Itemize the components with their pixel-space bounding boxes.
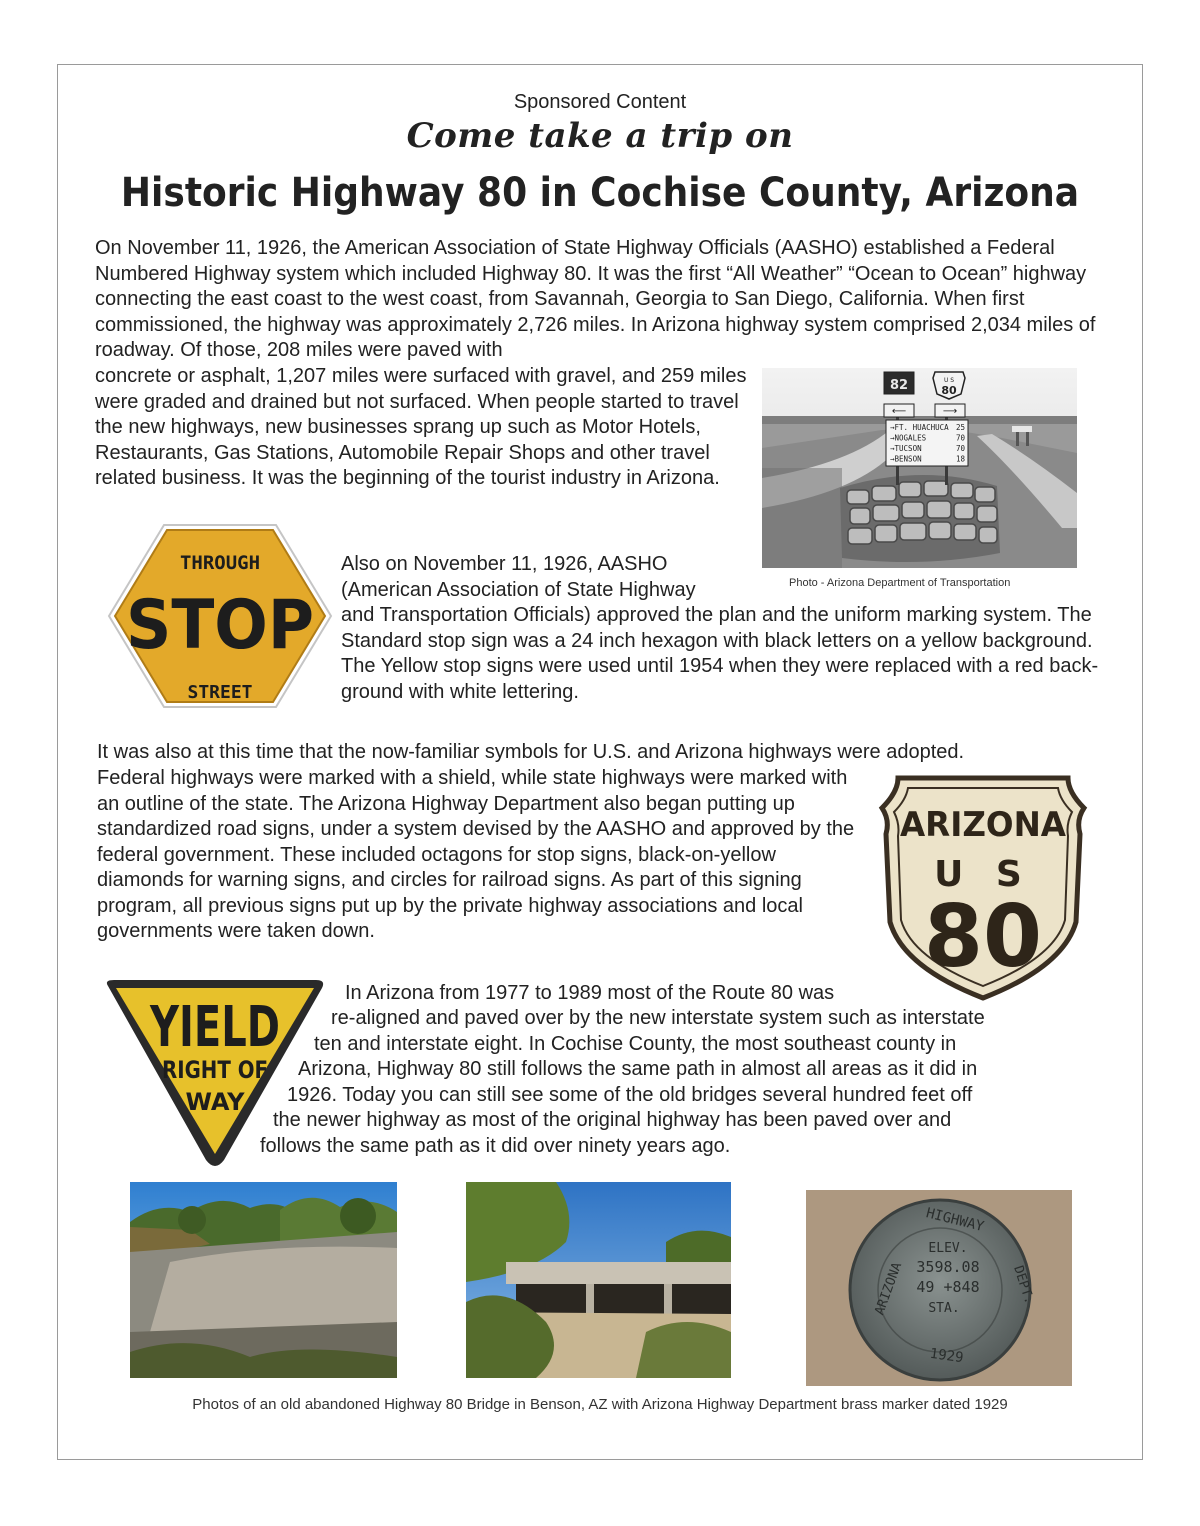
left-arrow-icon: ⟵: [891, 406, 907, 417]
route-paragraph-line-1: In Arizona from 1977 to 1989 most of the Route 80 was: [345, 982, 835, 1004]
symbols-paragraph: Federal highways were marked with a shield, while state highways were marked with an outline of the state. The Arizona Highway Department also began putting up standardized road signs, under a system devised by the AASHO and approved by the federal government. These included octagons for stop signs, black-on-yellow diamonds for warning signs, and circles for railroad signs. As part of this signing program, all previous signs put up by the private highway associations and local governments were taken down.: [97, 767, 855, 942]
route-paragraph-line-6: the newer highway as most of the original highway has been paved over and: [273, 1109, 952, 1131]
junction-photo-illustration: [762, 368, 1077, 568]
stop-main-label: STOP: [126, 586, 314, 665]
yield-line2-label: RIGHT OF: [162, 1056, 268, 1084]
route-paragraph-line-7: follows the same path as it did over ninety years ago.: [260, 1135, 731, 1157]
destination-name: →TUCSON: [890, 444, 922, 453]
through-stop-sign: [106, 522, 334, 710]
junction-sign-photo: [762, 368, 1077, 568]
right-arrow-icon: ⟶: [942, 406, 958, 417]
route-80-label: 80: [941, 384, 957, 397]
route-paragraph-line-5: 1926. Today you can still see some of the old bridges several hundred feet off: [287, 1084, 973, 1106]
intro-paragraph: On November 11, 1926, the American Association of State Highway Officials (AASHO) established a Federal Numbered Highway system which included Highway 80. It was the first “All Weather” “Ocean to Ocean” highway connecting the east coast to the west coast, from Savannah, Georgia to San Diego, California. When first commissioned, the highway was approximately 2,726 miles. In Arizona highway system comprised 2,034 miles of roadway. Of those, 208 miles were paved with: [95, 237, 1096, 361]
destination-miles: 18: [955, 454, 965, 464]
bottom-photo-caption: Photos of an old abandoned Highway 80 Bridge in Benson, AZ with Arizona Highway Department brass marker dated 1929: [192, 1396, 1008, 1413]
destination-miles: 70: [955, 433, 965, 443]
marker-elev-label: ELEV.: [928, 1241, 968, 1256]
stop-top-label: THROUGH: [179, 552, 261, 574]
shield-state-label: ARIZONA: [900, 805, 1067, 845]
route-paragraph-line-3: ten and interstate eight. In Cochise County, the most southeast county in: [314, 1033, 957, 1055]
stop-bottom-label: STREET: [187, 682, 253, 703]
shield-us-label: U S: [934, 854, 1032, 895]
marker-ring-left: ARIZONA: [872, 1260, 906, 1318]
destination-miles: 25: [955, 423, 965, 432]
route-paragraph-line-4: Arizona, Highway 80 still follows the same path in almost all areas as it did in: [298, 1058, 978, 1080]
marker-elevation: 3598.08: [916, 1258, 980, 1276]
us-label: U S: [943, 377, 955, 384]
destination-name: →NOGALES: [890, 433, 927, 443]
marker-ring-right: DEPT.: [1010, 1263, 1037, 1306]
brass-marker-photo: [806, 1190, 1072, 1386]
destination-miles: 70: [955, 444, 965, 453]
destination-name: →FT. HUACHUCA: [890, 423, 949, 432]
old-bridge-photo: [466, 1182, 731, 1378]
abandoned-road-photo: [130, 1182, 397, 1378]
marker-station: 49 +848: [916, 1278, 980, 1296]
sponsored-label: Sponsored Content: [513, 91, 687, 113]
route-paragraph-line-2: re-aligned and paved over by the new interstate system such as interstate: [331, 1007, 985, 1029]
kicker-title: Come take a trip on: [406, 116, 794, 156]
arizona-us-80-shield: [868, 772, 1098, 1004]
marker-year: 1929: [928, 1345, 965, 1367]
shield-number-label: 80: [924, 887, 1042, 987]
aasho-paragraph-end: and Transportation Officials) approved the plan and the uniform marking system. The Standard stop sign was a 24 inch hexagon with black letters on a yellow background. The Yellow stop signs were used until 1954 when they were replaced with a red back-ground with white lettering.: [341, 604, 1099, 703]
yield-main-label: YIELD: [149, 995, 280, 1060]
tourism-paragraph: concrete or asphalt, 1,207 miles were surfaced with gravel, and 259 miles were graded and drained but not surfaced. When people started to travel the new highways, new businesses sprang up such as Motor Hotels, Restaurants, Gas Stations, Automobile Repair Shops and other travel related business. It was the beginning of the tourist industry in Arizona.: [95, 365, 747, 489]
aasho-paragraph-start: Also on November 11, 1926, AASHO (American Association of State Highway: [341, 553, 696, 601]
photo-credit: Photo - Arizona Department of Transportation: [789, 577, 1011, 589]
yield-line3-label: WAY: [185, 1088, 245, 1116]
marker-sta-label: STA.: [928, 1301, 960, 1316]
symbols-paragraph-lead: It was also at this time that the now-familiar symbols for U.S. and Arizona highways were adopted.: [97, 741, 965, 763]
marker-ring-top: HIGHWAY: [924, 1205, 986, 1236]
page-title: Historic Highway 80 in Cochise County, Arizona: [120, 170, 1080, 216]
destination-name: →BENSON: [890, 454, 922, 464]
route-82-label: 82: [889, 378, 909, 393]
